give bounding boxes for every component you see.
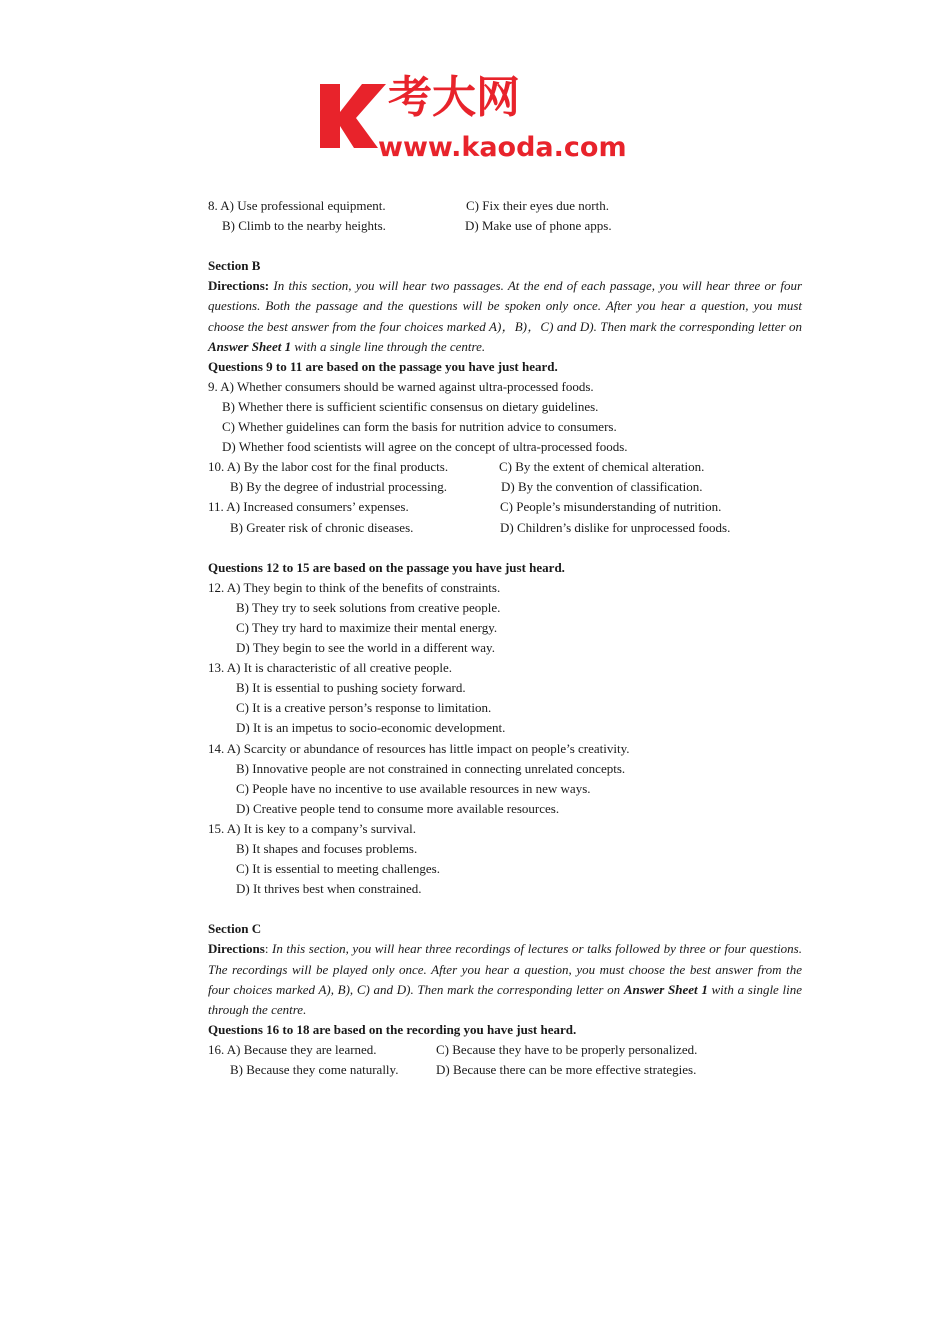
q10-row-1 — [208, 457, 802, 477]
logo-chinese-text: 考大网 — [388, 72, 520, 123]
q14-option-a: 14. A) Scarcity or abundance of resources has little impact on people’s creativity. — [208, 740, 630, 756]
kaoda-logo-mark — [318, 72, 638, 162]
q15-option-c: C) It is essential to meeting challenges. — [236, 861, 440, 877]
section-b-directions-text: In this section, you will hear two passages. At the end of each passage, you will hear three or four questions. Both the passage and the questions will be spoken only once. After you hear a question, you must choose the best answer from the four choices marked A)，B)，C) and D). Then mark the corresponding letter on — [208, 278, 802, 334]
q13-option-a: 13. A) It is characteristic of all creative people. — [208, 660, 453, 676]
q9-option-d: D) Whether food scientists will agree on the concept of ultra-processed foods. — [222, 439, 628, 455]
exam-content — [208, 196, 802, 1080]
q13-option-c: C) It is a creative person’s response to limitation. — [236, 700, 492, 716]
q12-option-b: B) They try to seek solutions from creative people. — [236, 599, 501, 615]
group-16-18-title: Questions 16 to 18 are based on the recording you have just heard. — [208, 1021, 577, 1037]
q8-row-1 — [208, 196, 802, 216]
section-c-answer-sheet: Answer Sheet 1 — [623, 981, 708, 997]
q10-option-b: B) By the degree of industrial processing. — [230, 479, 447, 495]
q11-option-c: C) People’s misunderstanding of nutrition. — [500, 499, 722, 515]
q8-option-c: C) Fix their eyes due north. — [466, 198, 609, 213]
q14-option-c: C) People have no incentive to use available resources in new ways. — [236, 780, 591, 796]
q8-row-2 — [208, 216, 802, 236]
q16-row-1 — [208, 1040, 802, 1060]
logo-url-text: www.kaoda.com — [378, 132, 627, 162]
section-b-directions-tail: with a single line through the centre. — [291, 338, 486, 354]
group-9-11-title: Questions 9 to 11 are based on the passage you have just heard. — [208, 358, 558, 374]
q12-option-a: 12. A) They begin to think of the benefits of constraints. — [208, 579, 501, 595]
section-b-answer-sheet: Answer Sheet 1 — [208, 338, 292, 354]
q16-option-c: C) Because they have to be properly personalized. — [436, 1041, 698, 1057]
kaoda-logo — [318, 72, 638, 162]
section-c-directions-label: Directions — [208, 941, 265, 957]
q14-option-b: B) Innovative people are not constrained in connecting unrelated concepts. — [236, 760, 626, 776]
group-12-15-title: Questions 12 to 15 are based on the passage you have just heard. — [208, 559, 565, 575]
section-c-heading: Section C — [208, 921, 262, 937]
q13-option-b: B) It is essential to pushing society forward. — [236, 680, 466, 696]
q14-option-d: D) Creative people tend to consume more available resources. — [236, 800, 560, 816]
q9-option-a: 9. A) Whether consumers should be warned against ultra-processed foods. — [208, 378, 594, 394]
q8-option-b: B) Climb to the nearby heights. — [222, 218, 386, 234]
section-c-directions-text: In this section, you will hear three recordings of lectures or talks followed by three or four questions. The recordings will be played only once. After you hear a question, you must choose the best answer from the four choices marked A), B), C) and D). Then mark the corresponding letter on — [208, 941, 802, 997]
section-c-directions-colon: : — [264, 941, 269, 957]
q13-option-d: D) It is an impetus to socio-economic development. — [236, 720, 506, 736]
q11-option-a: 11. A) Increased consumers’ expenses. — [208, 499, 409, 515]
q8-option-a: 8. A) Use professional equipment. — [208, 198, 386, 213]
q15-option-b: B) It shapes and focuses problems. — [236, 841, 418, 856]
q9-option-c: C) Whether guidelines can form the basis for nutrition advice to consumers. — [222, 419, 617, 435]
section-c-directions — [208, 939, 802, 1019]
q16-row-2 — [208, 1060, 802, 1080]
q15-option-d: D) It thrives best when constrained. — [236, 881, 422, 897]
q9-option-b: B) Whether there is sufficient scientific consensus on dietary guidelines. — [222, 398, 599, 414]
section-b-heading: Section B — [208, 258, 261, 274]
q11-row-1 — [208, 497, 802, 517]
q11-row-2 — [208, 518, 802, 538]
q12-option-c: C) They try hard to maximize their mental energy. — [236, 619, 498, 635]
section-c-directions-tail: with a single line through the centre. — [208, 981, 803, 1017]
section-b-directions — [208, 276, 802, 356]
q10-row-2 — [208, 477, 802, 497]
q11-option-d: D) Children’s dislike for unprocessed foods. — [500, 519, 731, 535]
section-b-directions-label: Directions: — [208, 278, 270, 294]
q16-option-a: 16. A) Because they are learned. — [208, 1041, 377, 1057]
q8-option-d: D) Make use of phone apps. — [465, 218, 612, 234]
q15-option-a: 15. A) It is key to a company’s survival. — [208, 820, 416, 836]
q12-option-d: D) They begin to see the world in a different way. — [236, 640, 495, 656]
q10-option-c: C) By the extent of chemical alteration. — [499, 459, 705, 475]
q16-option-b: B) Because they come naturally. — [230, 1062, 399, 1078]
q16-option-d: D) Because there can be more effective strategies. — [436, 1062, 697, 1078]
q11-option-b: B) Greater risk of chronic diseases. — [230, 519, 414, 535]
q10-option-a: 10. A) By the labor cost for the final products. — [208, 459, 449, 475]
q10-option-d: D) By the convention of classification. — [501, 479, 703, 495]
